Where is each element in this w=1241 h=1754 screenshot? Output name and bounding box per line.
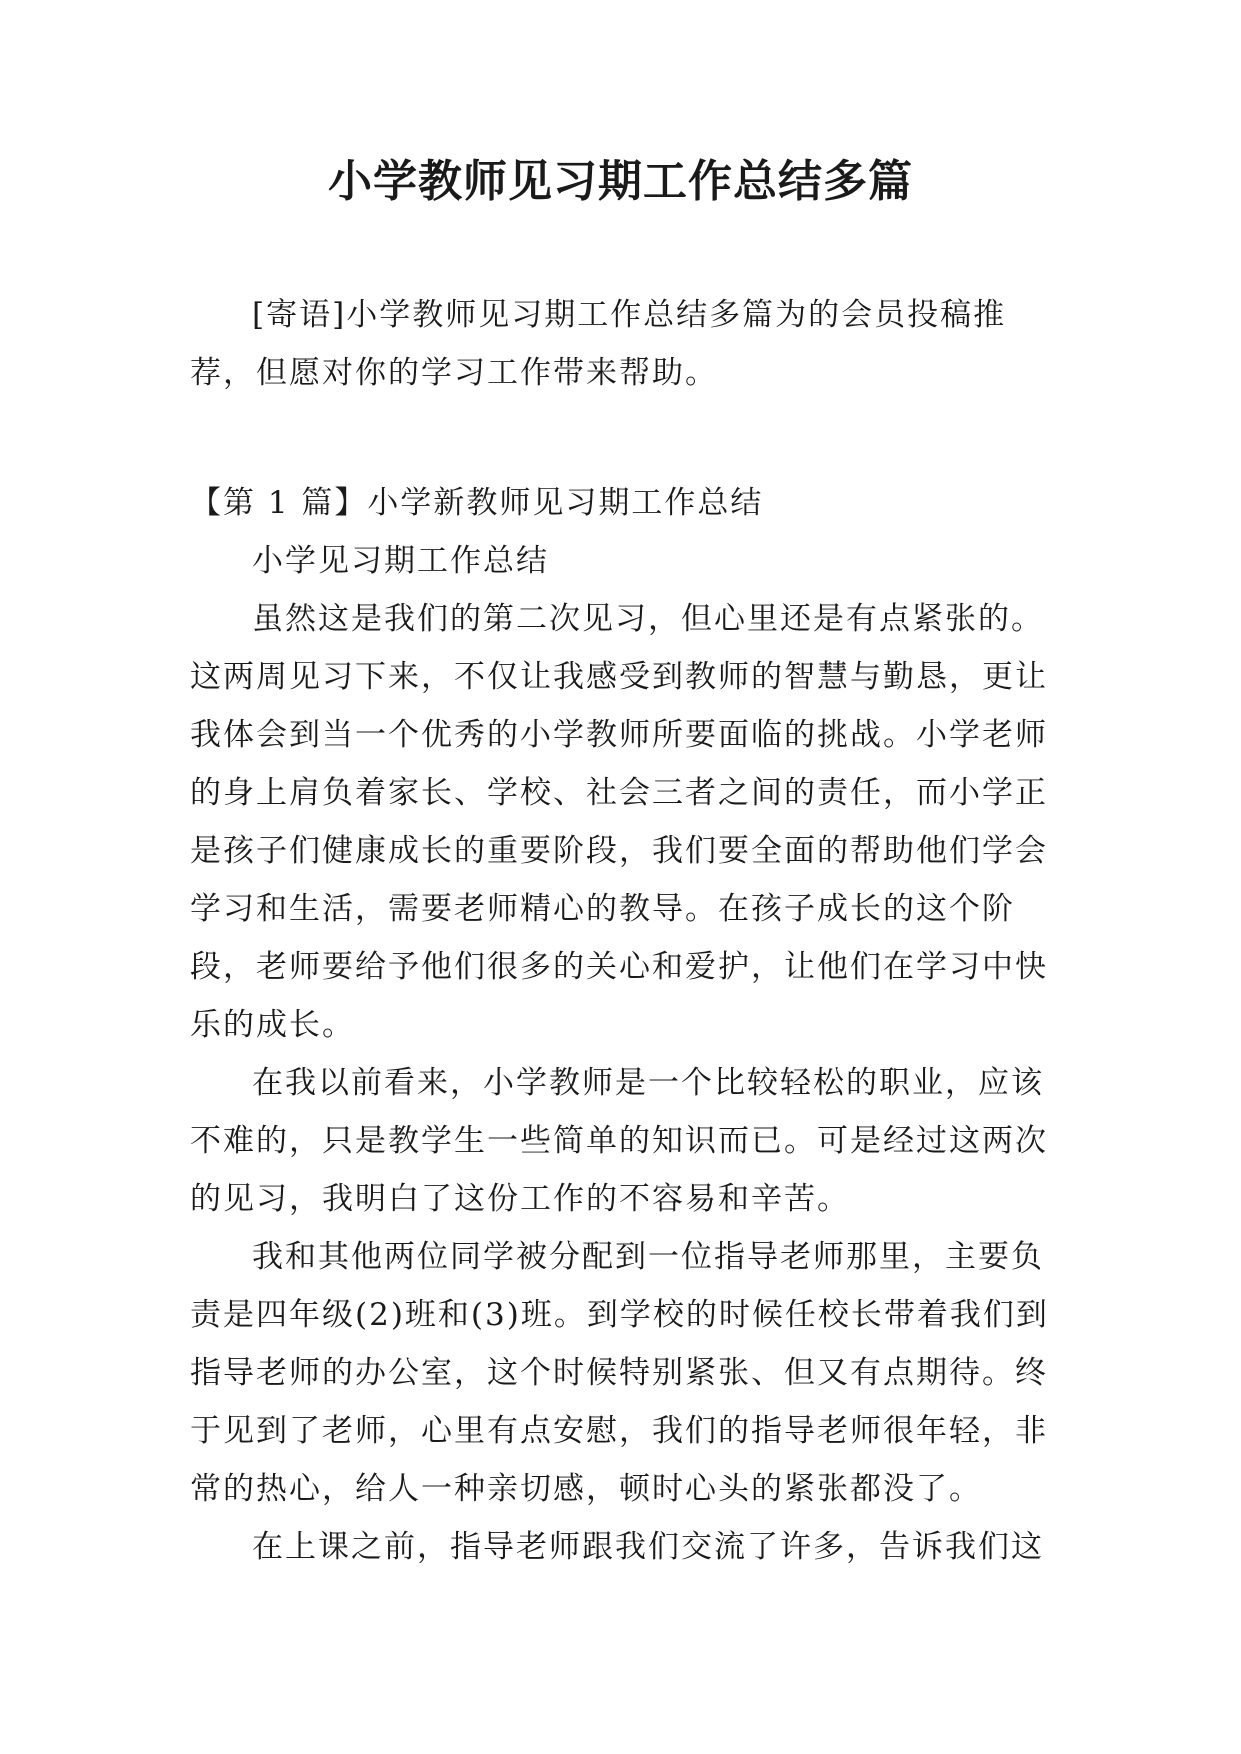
document-body bbox=[190, 286, 1065, 1576]
body-paragraph: 我和其他两位同学被分配到一位指导老师那里，主要负责是四年级(2)班和(3)班。到学校的时候任校长带着我们到指导老师的办公室，这个时候特别紧张、但又有点期待。终于见到了老师，心里有点安慰，我们的指导老师很年轻，非常的热心，给人一种亲切感，顿时心头的紧张都没了。 bbox=[190, 1239, 1049, 1507]
spacer bbox=[190, 402, 1065, 474]
intro-paragraph: [寄语]小学教师见习期工作总结多篇为的会员投稿推荐，但愿对你的学习工作带来帮助。 bbox=[190, 297, 1007, 391]
section-subtitle: 小学见习期工作总结 bbox=[252, 543, 549, 579]
document-title: 小学教师见习期工作总结多篇 bbox=[328, 156, 913, 207]
body-paragraph: 在我以前看来，小学教师是一个比较轻松的职业，应该不难的，只是教学生一些简单的知识而已。可是经过这两次的见习，我明白了这份工作的不容易和辛苦。 bbox=[190, 1065, 1048, 1217]
body-paragraph: 虽然这是我们的第二次见习，但心里还是有点紧张的。这两周见习下来，不仅让我感受到教师的智慧与勤恳，更让我体会到当一个优秀的小学教师所要面临的挑战。小学老师的身上肩负着家长、学校、社会三者之间的责任，而小学正是孩子们健康成长的重要阶段，我们要全面的帮助他们学会学习和生活，需要老师精心的教导。在孩子成长的这个阶段，老师要给予他们很多的关心和爱护，让他们在学习中快乐的成长。 bbox=[190, 601, 1048, 1043]
body-paragraph: 在上课之前，指导老师跟我们交流了许多，告诉我们这 bbox=[252, 1529, 1044, 1565]
section-heading: 【第 1 篇】小学新教师见习期工作总结 bbox=[190, 485, 764, 521]
